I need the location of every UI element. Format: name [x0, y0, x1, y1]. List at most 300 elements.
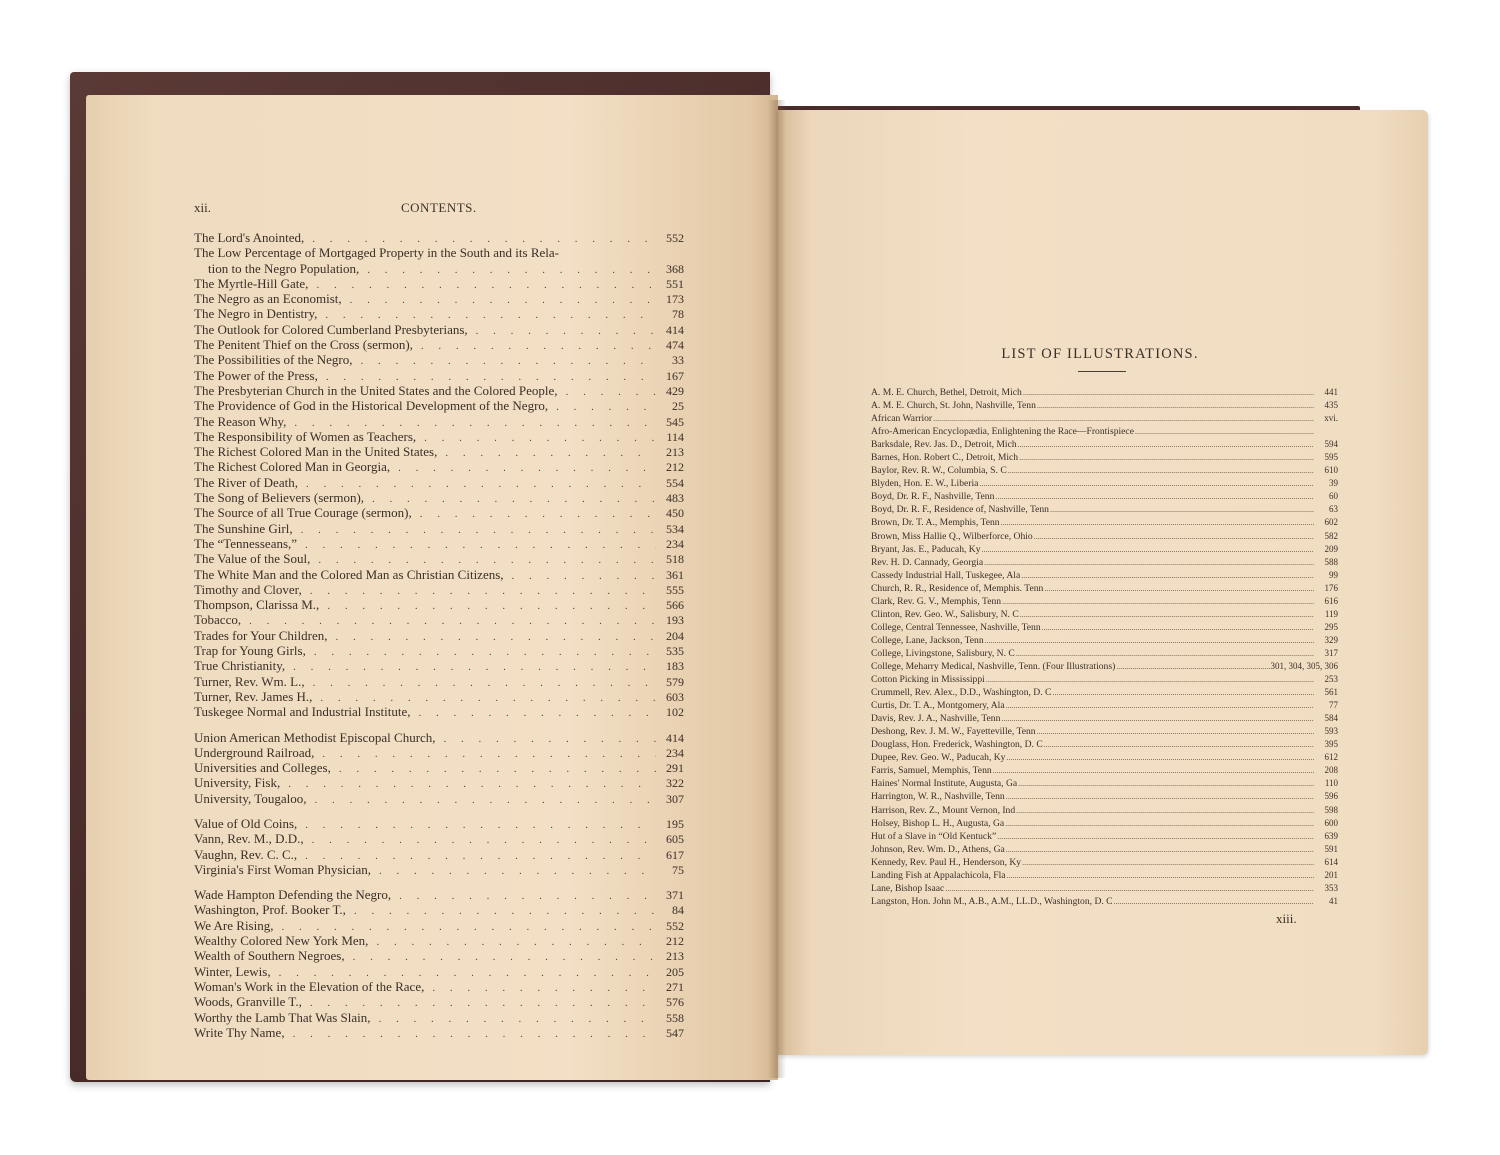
contents-entry-page: 545	[666, 414, 684, 429]
dot-leader	[1051, 686, 1314, 699]
contents-entry-title: Tobacco,	[194, 612, 242, 628]
contents-entry-page: 195	[666, 816, 684, 831]
illustration-entry-title: Johnson, Rev. Wm. D., Athens, Ga	[871, 843, 1005, 855]
contents-entry	[194, 338, 684, 353]
contents-entry-page: 114	[666, 429, 684, 444]
illustration-entry-title: A. M. E. Church, Bethel, Detroit, Mich	[871, 387, 1022, 398]
illustration-entry-page: 77	[1329, 700, 1338, 711]
contents-entry-page: 84	[672, 903, 684, 918]
dot-leader	[1022, 386, 1314, 399]
illustration-entry	[871, 595, 1338, 608]
contents-entry-page: 551	[666, 276, 684, 291]
contents-entry-page: 25	[672, 399, 684, 414]
illustration-entry	[871, 582, 1338, 595]
illustration-entry	[871, 673, 1338, 686]
contents-entry-page: 518	[666, 552, 684, 567]
illustration-entry-page: 99	[1329, 569, 1338, 580]
contents-entry-title: Trap for Young Girls,	[194, 643, 306, 659]
dot-leader	[992, 764, 1314, 777]
illustration-entry-title: Afro-American Encyclopædia, Enlightening the Race—Frontispiece	[871, 426, 1134, 438]
dot-leader	[412, 508, 656, 521]
contents-entry	[194, 705, 684, 720]
dot-leader	[548, 401, 656, 414]
dot-leader	[364, 493, 656, 506]
dot-leader	[1049, 503, 1314, 516]
contents-entry-page: 193	[666, 613, 684, 628]
illustration-entry-title: Cotton Picking in Mississippi	[871, 674, 985, 686]
dot-leader	[985, 673, 1314, 686]
illustration-entry-page: 253	[1324, 674, 1338, 685]
contents-entry	[194, 761, 684, 776]
dot-leader	[1019, 608, 1314, 621]
contents-entry	[194, 246, 684, 261]
illustration-entry	[871, 751, 1338, 764]
dot-leader	[342, 294, 656, 307]
illustration-entry-page: 301, 304, 305, 306	[1270, 660, 1338, 671]
illustration-entry	[871, 503, 1338, 516]
illustration-entry	[871, 830, 1338, 843]
illustrations-list	[871, 386, 1338, 908]
contents-entry-title: The Reason Why,	[194, 413, 287, 429]
contents-entry-title: Woods, Granville T.,	[194, 994, 302, 1010]
section-gap	[194, 721, 684, 731]
contents-entry-title: The Richest Colored Man in the United States,	[194, 444, 438, 460]
dot-leader	[1033, 530, 1314, 543]
contents-entry-title: tion to the Negro Population,	[208, 260, 360, 276]
illustration-entry-title: Barksdale, Rev. Jas. D., Detroit, Mich	[871, 439, 1017, 451]
contents-entry-title: The Possibilities of the Negro,	[194, 352, 353, 368]
contents-entry-title: Write Thy Name,	[194, 1024, 285, 1040]
dot-leader	[345, 951, 656, 964]
dot-leader	[1115, 660, 1270, 673]
contents-entry	[194, 292, 684, 307]
contents-entry	[194, 965, 684, 980]
illustrations-title: LIST OF ILLUSTRATIONS.	[1001, 346, 1199, 362]
dot-leader	[424, 982, 656, 995]
contents-entry-page: 204	[666, 628, 684, 643]
illustration-entry-page: 600	[1324, 817, 1338, 828]
contents-entry-page: 102	[666, 705, 684, 720]
contents-entry	[194, 430, 684, 445]
illustration-entry	[871, 530, 1338, 543]
dot-leader	[298, 478, 656, 491]
contents-entry	[194, 629, 684, 644]
illustration-entry-page: 208	[1324, 765, 1338, 776]
illustration-entry-title: African Warrior	[871, 413, 933, 425]
contents-entry-title: Worthy the Lamb That Was Slain,	[194, 1009, 371, 1025]
contents-entry	[194, 817, 684, 832]
illustration-entry-page: 588	[1324, 556, 1338, 567]
illustration-entry-title: Lane, Bishop Isaac	[871, 882, 945, 894]
illustration-entry-title: Kennedy, Rev. Paul H., Henderson, Ky	[871, 856, 1022, 868]
illustration-entry-page: 201	[1324, 869, 1338, 880]
illustration-entry-page: 435	[1324, 400, 1338, 411]
contents-entry-title: The Negro in Dentistry,	[194, 306, 318, 322]
contents-entry-title: The Negro as an Economist,	[194, 291, 342, 307]
contents-entry-title: The Song of Believers (sermon),	[194, 490, 365, 506]
illustration-entry-title: Haines' Normal Institute, Augusta, Ga	[871, 778, 1018, 790]
contents-entry-page: 75	[672, 862, 684, 877]
dot-leader	[319, 600, 656, 613]
contents-entry-title: The Outlook for Colored Cumberland Presbyterians,	[194, 321, 468, 337]
illustration-entry	[871, 856, 1338, 869]
contents-entry-page: 554	[666, 475, 684, 490]
contents-entry-title: The Low Percentage of Mortgaged Property in the South and its Rela-	[194, 245, 559, 261]
contents-entry-title: Trades for Your Children,	[194, 627, 328, 643]
contents-entry-title: The Richest Colored Man in Georgia,	[194, 459, 391, 475]
illustration-entry-page: 596	[1324, 791, 1338, 802]
illustration-entry-title: Langston, Hon. John M., A.B., A.M., LL.D., Washington, D. C	[871, 895, 1113, 907]
contents-entry-title: Value of Old Coins,	[194, 815, 298, 831]
contents-entry-title: Wade Hampton Defending the Negro,	[194, 887, 392, 903]
contents-entry	[194, 277, 684, 292]
contents-entry-page: 322	[666, 776, 684, 791]
dot-leader	[1043, 582, 1314, 595]
contents-entry	[194, 888, 684, 903]
contents-entry	[194, 231, 684, 246]
dot-leader	[1021, 856, 1314, 869]
contents-entry	[194, 323, 684, 338]
contents-entry-page: 414	[666, 322, 684, 337]
illustration-entry-title: College, Central Tennessee, Nashville, Tenn	[871, 621, 1041, 633]
contents-entry-title: The Power of the Press,	[194, 367, 318, 383]
dot-leader	[413, 340, 656, 353]
contents-entry-page: 474	[666, 338, 684, 353]
illustration-entry-page: 441	[1324, 387, 1338, 397]
illustration-entry	[871, 764, 1338, 777]
illustration-entry-title: College, Lane, Jackson, Tenn	[871, 634, 984, 646]
illustration-entry-title: Brown, Miss Hallie Q., Wilberforce, Ohio	[871, 530, 1033, 542]
contents-entry	[194, 613, 684, 628]
contents-entry-page: 291	[666, 761, 684, 776]
contents-entry	[194, 903, 684, 918]
illustration-entry-page: 295	[1324, 621, 1338, 632]
contents-entry	[194, 384, 684, 399]
illustration-entry-page: 612	[1324, 752, 1338, 763]
illustration-entry-title: College, Livingstone, Salisbury, N. C	[871, 647, 1015, 659]
illustration-entry-title: Deshong, Rev. J. M. W., Fayetteville, Tenn	[871, 726, 1036, 738]
illustration-entry-title: Farris, Samuel, Memphis, Tenn	[871, 765, 992, 777]
illustration-entry	[871, 777, 1338, 790]
dot-leader	[996, 830, 1314, 843]
illustration-entry-title: Douglass, Hon. Frederick, Washington, D. C	[871, 739, 1043, 751]
illustration-entry	[871, 477, 1338, 490]
contents-entry-page: 429	[666, 383, 684, 398]
dot-leader	[331, 763, 656, 776]
contents-entry-title: Washington, Prof. Booker T.,	[194, 902, 346, 918]
contents-entry-page: 450	[666, 506, 684, 521]
illustration-entry-page: 395	[1324, 739, 1338, 750]
contents-entry-page: 371	[666, 888, 684, 903]
contents-entry-title: The Lord's Anointed,	[194, 230, 305, 245]
contents-entry	[194, 731, 684, 746]
illustration-entry	[871, 386, 1338, 399]
illustration-entry-title: Church, R. R., Residence of, Memphis. Tenn	[871, 582, 1044, 594]
dot-leader	[978, 477, 1314, 490]
contents-entry	[194, 675, 684, 690]
illustration-entry	[871, 686, 1338, 699]
dot-leader	[994, 490, 1314, 503]
contents-entry-page: 78	[672, 307, 684, 322]
dot-leader	[308, 279, 656, 292]
illustration-entry-page: 176	[1324, 582, 1338, 593]
contents-entry	[194, 369, 684, 384]
illustration-entry	[871, 699, 1338, 712]
illustration-entry-title: Brown, Dr. T. A., Memphis, Tenn	[871, 517, 1000, 529]
dot-leader	[1001, 595, 1314, 608]
illustration-entry-title: Davis, Rev. J. A., Nashville, Tenn	[871, 713, 1001, 725]
contents-entry-title: The Myrtle-Hill Gate,	[194, 275, 309, 291]
illustration-entry	[871, 790, 1338, 803]
illustration-entry-page: 591	[1324, 843, 1338, 854]
contents-entry-page: 212	[666, 460, 684, 475]
contents-entry-page: 576	[666, 995, 684, 1010]
dot-leader	[504, 570, 656, 583]
illustration-entry-title: Dupee, Rev. Geo. W., Paducah, Ky	[871, 752, 1006, 764]
contents-entry-title: Universities and Colleges,	[194, 760, 331, 776]
contents-list	[194, 231, 684, 1041]
contents-entry-title: Woman's Work in the Elevation of the Race,	[194, 978, 425, 994]
illustration-entry-title: Holsey, Bishop L. H., Augusta, Ga	[871, 817, 1005, 829]
dot-leader	[346, 905, 656, 918]
dot-leader	[285, 1028, 656, 1041]
contents-entry-page: 205	[666, 964, 684, 979]
illustration-entry-page: 60	[1329, 491, 1338, 502]
illustration-entry	[871, 804, 1338, 817]
illustration-entry-page: 584	[1324, 713, 1338, 724]
contents-entry-page: 33	[672, 353, 684, 368]
illustration-entry	[871, 516, 1338, 529]
contents-entry	[194, 1011, 684, 1026]
contents-entry-title: Winter, Lewis,	[194, 963, 271, 979]
illustration-entry-title: Baylor, Rev. R. W., Columbia, S. C	[871, 465, 1007, 477]
contents-entry-title: Turner, Rev. Wm. L.,	[194, 673, 305, 689]
illustration-entry-page: 329	[1324, 634, 1338, 645]
contents-entry-title: True Christianity,	[194, 658, 286, 674]
illustration-entry	[871, 725, 1338, 738]
illustration-entry-title: Boyd, Dr. R. F., Nashville, Tenn	[871, 491, 995, 503]
right-folio: xiii.	[1276, 911, 1297, 926]
contents-entry-title: Vaughn, Rev. C. C.,	[194, 846, 298, 862]
illustration-entry-page: 41	[1329, 895, 1338, 906]
dot-leader	[1041, 621, 1314, 634]
illustration-entry	[871, 621, 1338, 634]
illustration-entry-title: A. M. E. Church, St. John, Nashville, Tenn	[871, 400, 1036, 412]
dot-leader	[1017, 438, 1314, 451]
illustration-entry-title: Clark, Rev. G. V., Memphis, Tenn	[871, 595, 1002, 607]
contents-entry-title: Union American Methodist Episcopal Church,	[194, 729, 436, 745]
illustration-entry-title: College, Meharry Medical, Nashville, Tenn. (Four Illustrations)	[871, 660, 1116, 672]
title-rule	[1078, 371, 1126, 372]
illustration-entry-page: 63	[1329, 504, 1338, 515]
contents-entry	[194, 848, 684, 863]
dot-leader	[1113, 895, 1314, 908]
dot-leader	[359, 264, 656, 277]
dot-leader	[305, 677, 656, 690]
contents-entry	[194, 568, 684, 583]
dot-leader	[1015, 804, 1314, 817]
dot-leader	[285, 661, 656, 674]
contents-entry	[194, 863, 684, 878]
illustration-entry-title: Hut of a Slave in “Old Kentuck”	[871, 830, 997, 842]
illustration-entry-title: Curtis, Dr. T. A., Montgomery, Ala	[871, 700, 1005, 712]
contents-entry-title: The Penitent Thief on the Cross (sermon),	[194, 337, 413, 353]
contents-entry-title: Thompson, Clarissa M.,	[194, 597, 320, 613]
contents-entry	[194, 949, 684, 964]
contents-entry	[194, 552, 684, 567]
dot-leader	[1004, 817, 1314, 830]
illustration-entry	[871, 569, 1338, 582]
contents-entry	[194, 1026, 684, 1041]
contents-entry-page: 167	[666, 368, 684, 383]
dot-leader	[312, 692, 656, 705]
illustration-entry-page: 317	[1324, 647, 1338, 658]
dot-leader	[297, 850, 656, 863]
book-gutter	[768, 100, 786, 1078]
contents-entry	[194, 934, 684, 949]
illustration-entry-title: Crummell, Rev. Alex., D.D., Washington, D. C	[871, 687, 1052, 699]
illustration-entry-page: 610	[1324, 465, 1338, 476]
dot-leader	[297, 819, 656, 832]
contents-entry	[194, 353, 684, 368]
contents-entry	[194, 776, 684, 791]
illustration-entry	[871, 634, 1338, 647]
illustration-entry	[871, 399, 1338, 412]
illustration-entry	[871, 464, 1338, 477]
dot-leader	[981, 543, 1314, 556]
contents-entry	[194, 522, 684, 537]
dot-leader	[1006, 869, 1314, 882]
dot-leader	[1015, 647, 1314, 660]
illustration-entry-title: Harrison, Rev. Z., Mount Vernon, Ind	[871, 804, 1016, 816]
illustration-entry	[871, 843, 1338, 856]
dot-leader	[468, 325, 656, 338]
contents-entry-title: We Are Rising,	[194, 917, 274, 933]
contents-entry-page: 555	[666, 582, 684, 597]
dot-leader	[944, 882, 1314, 895]
contents-entry-page: 566	[666, 598, 684, 613]
contents-entry-page: 213	[666, 445, 684, 460]
dot-leader	[353, 355, 656, 368]
left-folio: xii.	[194, 200, 211, 215]
illustration-entry	[871, 869, 1338, 882]
dot-leader	[1020, 569, 1314, 582]
illustration-entry	[871, 712, 1338, 725]
contents-entry-page: 361	[666, 567, 684, 582]
contents-entry-page: 414	[666, 730, 684, 745]
illustration-entry-title: Harrington, W. R., Nashville, Tenn	[871, 791, 1005, 803]
contents-entry	[194, 506, 684, 521]
illustration-entry-page: 39	[1329, 478, 1338, 489]
contents-entry-title: Vann, Rev. M., D.D.,	[194, 831, 304, 847]
dot-leader	[1017, 777, 1314, 790]
contents-entry-title: Tuskegee Normal and Industrial Institute,	[194, 704, 411, 720]
illustration-entry	[871, 895, 1338, 908]
contents-entry-title: The Sunshine Girl,	[194, 520, 293, 536]
illustration-entry	[871, 490, 1338, 503]
contents-entry-page: 234	[666, 536, 684, 551]
contents-entry-title: Wealthy Colored New York Men,	[194, 933, 369, 949]
contents-entry	[194, 307, 684, 322]
dot-leader	[306, 646, 656, 659]
dot-leader	[1005, 699, 1314, 712]
running-head: CONTENTS.	[401, 200, 477, 215]
contents-entry-page: 212	[666, 934, 684, 949]
dot-leader	[1018, 451, 1314, 464]
contents-entry-title: University, Fisk,	[194, 775, 281, 791]
illustration-entry-page: 598	[1324, 804, 1338, 815]
illustration-entry	[871, 451, 1338, 464]
contents-entry-title: The Presbyterian Church in the United States and the Colored People,	[194, 382, 558, 398]
contents-entry	[194, 460, 684, 475]
contents-entry-title: Turner, Rev. James H.,	[194, 688, 313, 704]
dot-leader	[1043, 738, 1314, 751]
dot-leader	[390, 462, 656, 475]
dot-leader	[932, 412, 1314, 425]
illustration-entry-page: 110	[1324, 778, 1338, 789]
contents-entry-page: 547	[666, 1025, 684, 1040]
contents-entry	[194, 792, 684, 807]
contents-entry-title: Underground Railroad,	[194, 744, 315, 760]
contents-entry	[194, 690, 684, 705]
contents-entry-title: Timothy and Clover,	[194, 581, 302, 597]
dot-leader	[416, 432, 656, 445]
illustration-entry-page: 616	[1324, 595, 1338, 606]
illustration-entry-page: 119	[1324, 608, 1338, 619]
illustration-entry	[871, 608, 1338, 621]
contents-entry-title: University, Tougaloo,	[194, 790, 307, 806]
contents-entry	[194, 491, 684, 506]
contents-entry-page: 603	[666, 689, 684, 704]
dot-leader	[984, 634, 1314, 647]
dot-leader	[310, 554, 656, 567]
contents-entry	[194, 598, 684, 613]
dot-leader	[241, 615, 656, 628]
dot-leader	[304, 834, 656, 847]
contents-entry	[194, 995, 684, 1010]
illustration-entry-page: 582	[1324, 530, 1338, 541]
illustration-entry-page: 561	[1324, 687, 1338, 698]
dot-leader	[983, 556, 1314, 569]
illustration-entry	[871, 882, 1338, 895]
dot-leader	[371, 1013, 656, 1026]
dot-leader	[368, 936, 656, 949]
illustration-entry-title: Landing Fish at Appalachicola, Fla	[871, 869, 1006, 881]
dot-leader	[411, 707, 656, 720]
contents-entry-title: Wealth of Southern Negroes,	[194, 948, 345, 964]
illustration-entry	[871, 556, 1338, 569]
contents-entry-page: 213	[666, 949, 684, 964]
dot-leader	[314, 748, 656, 761]
illustration-entry-page: 593	[1324, 726, 1338, 737]
dot-leader	[391, 890, 656, 903]
contents-entry-page: 605	[666, 832, 684, 847]
illustration-entry	[871, 647, 1338, 660]
illustration-entry	[871, 412, 1338, 425]
contents-entry	[194, 659, 684, 674]
dot-leader	[302, 997, 656, 1010]
contents-entry-title: The White Man and the Colored Man as Christian Citizens,	[194, 566, 504, 582]
contents-entry-page: 535	[666, 644, 684, 659]
contents-entry	[194, 919, 684, 934]
contents-entry-page: 552	[666, 918, 684, 933]
contents-entry	[194, 445, 684, 460]
illustration-entry-page: 353	[1324, 882, 1338, 893]
illustration-entry	[871, 543, 1338, 556]
contents-entry-title: The Value of the Soul,	[194, 551, 311, 567]
illustration-entry	[871, 660, 1338, 673]
dot-leader	[1007, 464, 1314, 477]
